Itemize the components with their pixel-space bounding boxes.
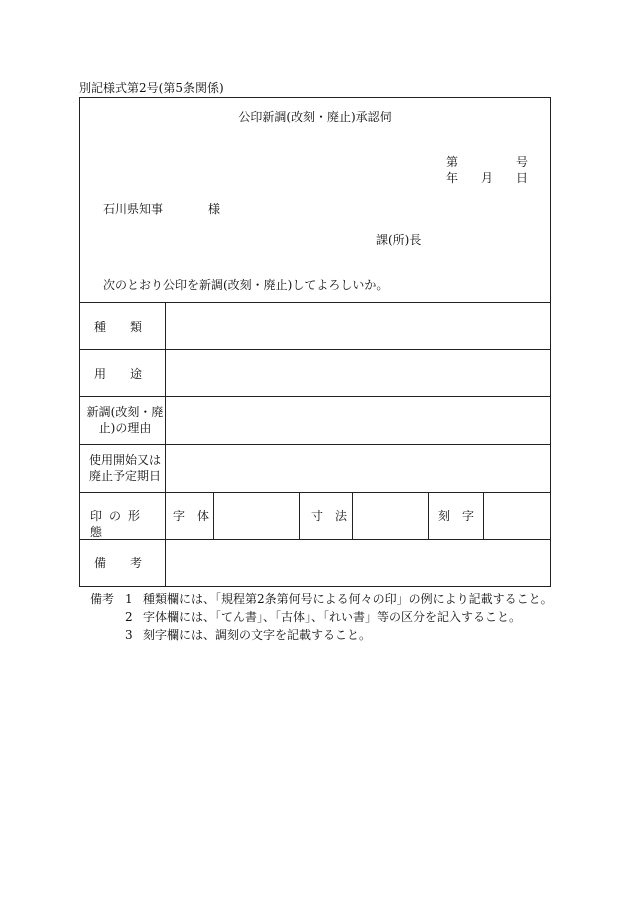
note-number: 1: [125, 592, 133, 606]
kind-field[interactable]: [166, 303, 550, 349]
remarks-field[interactable]: [166, 540, 550, 586]
date-year: 年: [446, 171, 459, 185]
note-number: 3: [125, 628, 133, 642]
reason-field[interactable]: [166, 397, 550, 444]
addressee-honorific: 様: [208, 202, 221, 216]
date-field[interactable]: [166, 445, 550, 492]
form-title: 公印新調(改刻・廃止)承認伺: [238, 110, 392, 124]
notes-heading: 備考: [90, 592, 115, 606]
applicant-title: 課(所)長: [376, 233, 422, 247]
request-text: 次のとおり公印を新調(改刻・廃止)してよろしいか。: [103, 278, 389, 292]
label-remarks: 備 考: [94, 556, 143, 570]
purpose-field[interactable]: [166, 350, 550, 396]
label-kind: 種 類: [94, 320, 143, 334]
engraving-field[interactable]: [484, 493, 550, 539]
label-reason-line2: 止)の理由: [98, 421, 152, 435]
label-seal-shape: 印の形態: [90, 509, 148, 540]
note-text: 刻字欄には、調刻の文字を記載すること。: [143, 628, 372, 642]
date-month: 月: [481, 171, 494, 185]
approval-form-table: [79, 97, 551, 587]
form-reference: 別記様式第2号(第5条関係): [79, 81, 224, 95]
label-date-line1: 使用開始又は: [88, 453, 161, 467]
label-size: 寸 法: [311, 509, 348, 523]
size-field[interactable]: [353, 493, 428, 539]
note-text: 字体欄には、「てん書」、「古体」、「れい書」等の区分を記入すること。: [143, 610, 522, 624]
label-reason-line1: 新調(改刻・廃: [86, 405, 164, 419]
number-label-dai: 第: [446, 155, 459, 169]
number-label-go: 号: [516, 155, 529, 169]
label-purpose: 用 途: [94, 367, 143, 381]
label-date-line2: 廃止予定期日: [88, 469, 161, 483]
date-day: 日: [516, 171, 529, 185]
addressee: 石川県知事: [103, 202, 164, 216]
label-engraving: 刻 字: [438, 509, 475, 523]
label-font: 字 体: [173, 509, 210, 523]
font-field[interactable]: [214, 493, 299, 539]
note-number: 2: [125, 610, 133, 624]
note-text: 種類欄には、「規程第2条第何号による何々の印」の例により記載すること。: [143, 592, 553, 606]
